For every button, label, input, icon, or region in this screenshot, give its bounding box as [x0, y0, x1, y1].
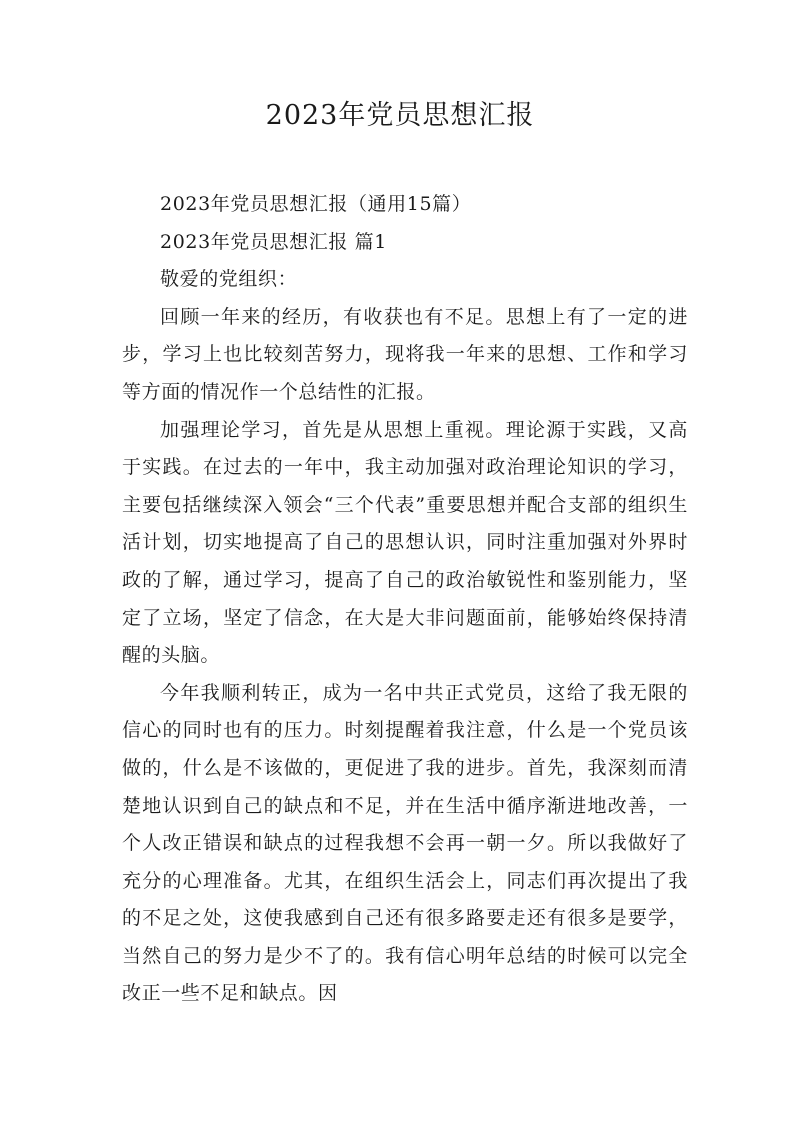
paragraph-review: 回顾一年来的经历，有收获也有不足。思想上有了一定的进步，学习上也比较刻苦努力，现将我一年来的思想、工作和学习等方面的情况作一个总结性的汇报。 — [122, 305, 688, 403]
paragraph-membership: 今年我顺利转正，成为一名中共正式党员，这给了我无限的信心的同时也有的压力。时刻提醒着我注意，什么是一个党员该做的，什么是不该做的，更促进了我的进步。首先，我深刻而清楚地认识到自己的缺点和不足，并在生活中循序渐进地改善，一个人改正错误和缺点的过程我想不会再一朝一夕。所以我做好了充分的心理准备。尤其，在组织生活会上，同志们再次提出了我的不足之处，这使我感到自己还有很多路要走还有很多是要学，当然自己的努力是少不了的。我有信心明年总结的时候可以完全改正一些不足和缺点。因 — [122, 681, 688, 1005]
document-body — [122, 186, 688, 1013]
paragraph-theory-study: 加强理论学习，首先是从思想上重视。理论源于实践，又高于实践。在过去的一年中，我主动加强对政治理论知识的学习，主要包括继续深入领会“三个代表”重要思想并配合支部的组织生活计划，切实地提高了自己的思想认识，同时注重加强对外界时政的了解，通过学习，提高了自己的政治敏锐性和鉴别能力，坚定了立场，坚定了信念，在大是大非问题面前，能够始终保持清醒的头脑。 — [122, 418, 688, 667]
salutation: 敬爱的党组织： — [160, 268, 298, 291]
document-title: 2023年党员思想汇报 — [265, 100, 535, 131]
subtitle-line: 2023年党员思想汇报（通用15篇） — [160, 193, 472, 215]
section-heading: 2023年党员思想汇报 篇1 — [160, 230, 387, 253]
